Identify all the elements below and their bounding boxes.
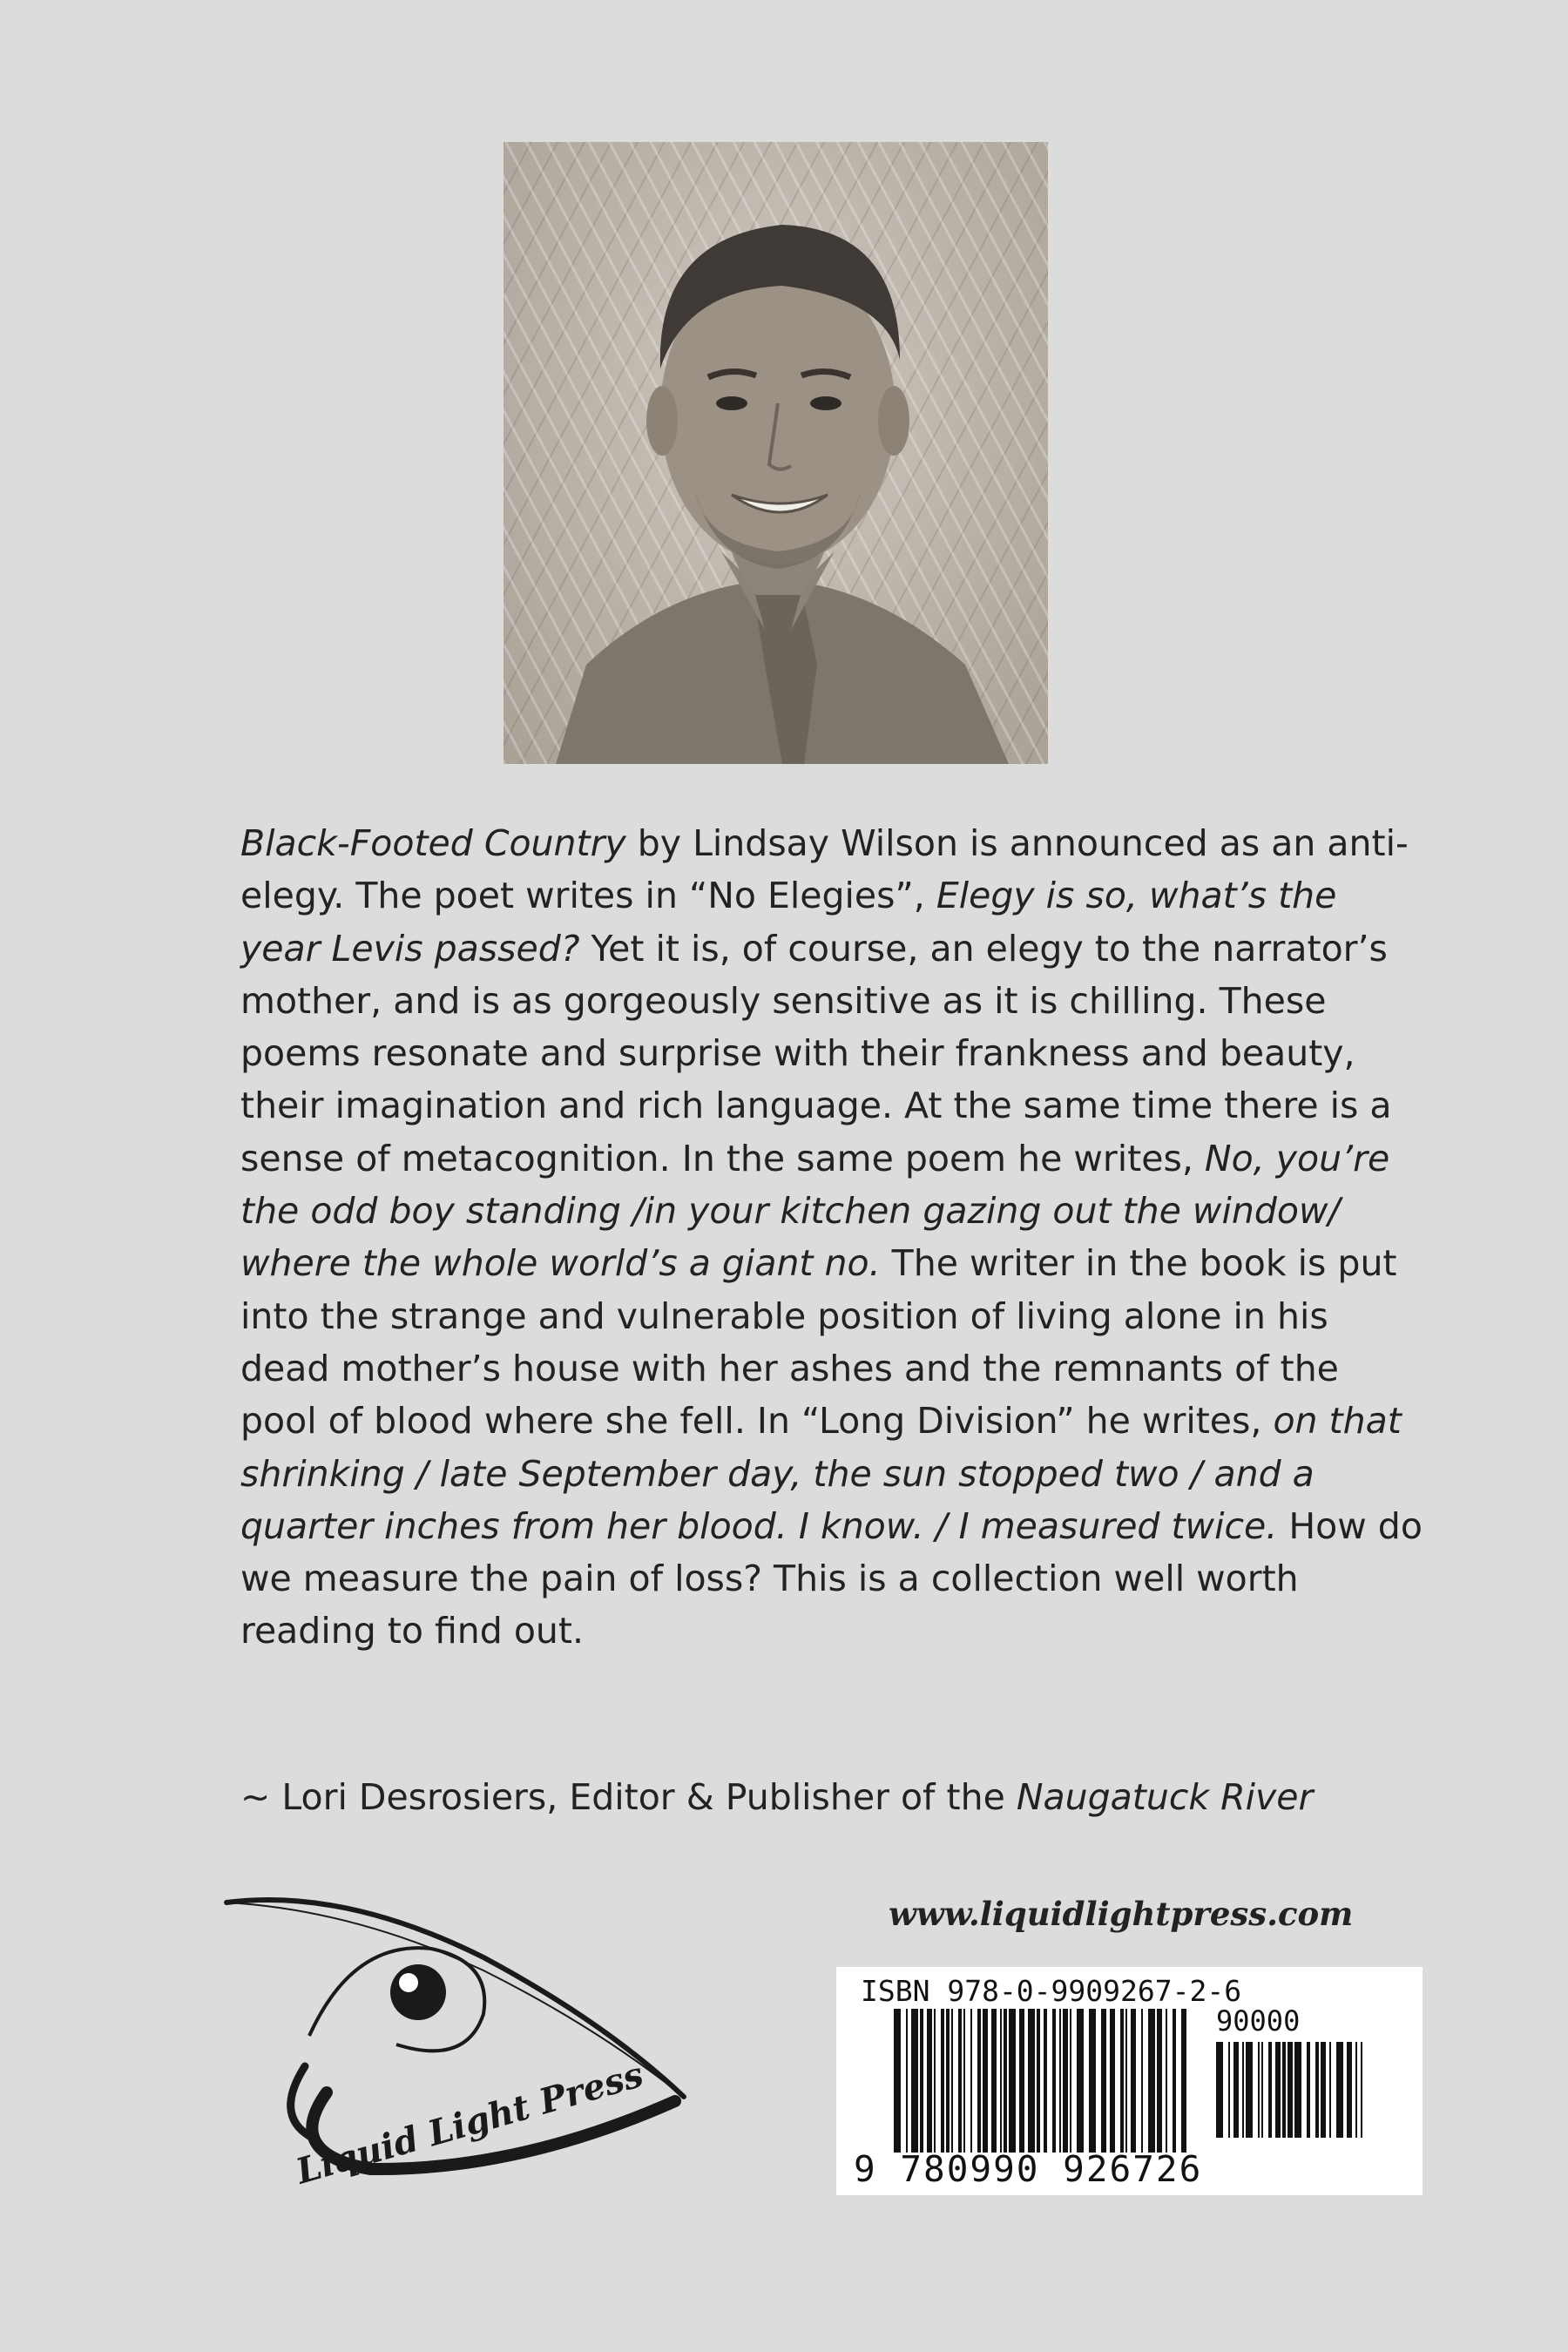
barcode-bar xyxy=(927,2009,932,2153)
barcode-bar xyxy=(1315,2042,1319,2138)
barcode-bar xyxy=(1228,2042,1230,2138)
blurb-text-1: by Lindsay Wilson is announced as an anti-elegy. The poet writes in “No Elegies”, xyxy=(240,822,1409,917)
barcode-bar xyxy=(1294,2042,1301,2138)
poem-quote-1: Elegy is so, what’s the year Levis passed? xyxy=(240,875,1337,970)
barcode-bar xyxy=(1089,2009,1096,2153)
barcode-bar xyxy=(894,2009,901,2153)
barcode-bar xyxy=(1307,2042,1310,2138)
author-photo xyxy=(504,142,1048,764)
barcode-bar xyxy=(1216,2042,1223,2138)
barcode-bar xyxy=(1246,2042,1253,2138)
isbn-number: ISBN 978-0-9909267-2-6 xyxy=(861,1974,1242,2008)
barcode-bar xyxy=(1233,2042,1239,2138)
barcode-bar xyxy=(1329,2042,1331,2138)
barcode-bar xyxy=(963,2009,965,2153)
barcode-bar xyxy=(1120,2009,1124,2153)
barcode-bar xyxy=(934,2009,936,2153)
attribution-publication: Naugatuck River xyxy=(1016,1776,1314,1818)
ean-barcode-bars xyxy=(894,2009,1190,2153)
barcode-bar xyxy=(941,2009,944,2153)
barcode-bar xyxy=(1282,2042,1286,2138)
barcode-bar xyxy=(1052,2009,1056,2153)
barcode-bar xyxy=(1166,2009,1167,2153)
barcode-bar xyxy=(1355,2042,1357,2138)
poem-quote-2: No, you’re the odd boy standing /in your kitchen gazing out the window/ where the whole world’s a giant no. xyxy=(240,1137,1390,1285)
publisher-website[interactable]: www.liquidlightpress.com xyxy=(889,1895,1354,1933)
barcode-bar xyxy=(1070,2009,1071,2153)
author-portrait-illustration xyxy=(504,142,1048,764)
blurb-text-4: How do we measure the pain of loss? This is a collection well worth reading to find out. xyxy=(240,1504,1423,1652)
barcode-bar xyxy=(920,2009,923,2153)
book-title: Black-Footed Country xyxy=(240,822,626,864)
barcode-bar xyxy=(1125,2009,1127,2153)
barcode-bar xyxy=(951,2009,953,2153)
ean-digits: 9 780990 926726 xyxy=(854,2148,1203,2190)
blurb-attribution xyxy=(240,1771,1460,1823)
barcode-bar xyxy=(1242,2042,1244,2138)
barcode-bar xyxy=(1037,2009,1040,2153)
publisher-logo xyxy=(222,1892,693,2214)
attribution-author: ~ Lori Desrosiers, Editor & Publisher of the xyxy=(240,1776,1017,1818)
addon-barcode-bars xyxy=(1216,2042,1373,2138)
barcode-bar xyxy=(1275,2042,1281,2138)
barcode-bar xyxy=(1101,2009,1106,2153)
blurb-text-2: Yet it is, of course, an elegy to the narrator’s mother, and is as gorgeously sensitive as it is chilling. These poems resonate and surprise with their frankness and beauty, their imagination and rich language. At the same time there is a sense of metacognition. In the same poem he writes, xyxy=(240,927,1392,1179)
price-addon-number: 90000 xyxy=(1216,2004,1301,2038)
barcode-bar xyxy=(991,2009,997,2153)
barcode-bar xyxy=(1000,2009,1002,2153)
barcode-bar xyxy=(1019,2009,1024,2153)
barcode-bar xyxy=(1028,2009,1035,2153)
barcode-bar xyxy=(1009,2009,1016,2153)
isbn-barcode xyxy=(836,1967,1423,2195)
barcode-bar xyxy=(970,2009,972,2153)
blurb-text-3: The writer in the book is put into the strange and vulnerable position of living alone in his dead mother’s house with her ashes and the remnants of the pool of blood where she fell. In “Long Division” he writes, xyxy=(240,1242,1397,1443)
barcode-bar xyxy=(1336,2042,1343,2138)
barcode-bar xyxy=(1141,2009,1143,2153)
poem-quote-3: on that shrinking / late September day, the sun stopped two / and a quarter inches from her blood. I know. / I measured twice. xyxy=(240,1400,1402,1547)
eye-logo-icon xyxy=(222,1892,693,2214)
barcode-bar xyxy=(1059,2009,1061,2153)
barcode-bar xyxy=(1361,2042,1362,2138)
barcode-bar xyxy=(946,2009,950,2153)
barcode-bar xyxy=(1004,2009,1007,2153)
barcode-bar xyxy=(1173,2009,1176,2153)
barcode-bar xyxy=(1347,2042,1352,2138)
barcode-bar xyxy=(1110,2009,1115,2153)
barcode-bar xyxy=(1321,2042,1326,2138)
barcode-bar xyxy=(1258,2042,1260,2138)
barcode-bar xyxy=(1077,2009,1084,2153)
barcode-bar xyxy=(1148,2009,1155,2153)
barcode-bar xyxy=(1131,2009,1136,2153)
barcode-bar xyxy=(1181,2009,1186,2153)
barcode-bar xyxy=(958,2009,962,2153)
barcode-bar xyxy=(977,2009,981,2153)
barcode-bar xyxy=(1063,2009,1068,2153)
logo-text: Liquid Light Press xyxy=(291,2053,648,2193)
book-blurb xyxy=(240,817,1425,1658)
barcode-bar xyxy=(1157,2009,1162,2153)
barcode-bar xyxy=(906,2009,908,2153)
barcode-bar xyxy=(983,2009,988,2153)
barcode-bar xyxy=(1268,2042,1272,2138)
barcode-bar xyxy=(1261,2042,1263,2138)
barcode-bar xyxy=(1288,2042,1293,2138)
barcode-bar xyxy=(911,2009,918,2153)
barcode-bar xyxy=(1044,2009,1047,2153)
